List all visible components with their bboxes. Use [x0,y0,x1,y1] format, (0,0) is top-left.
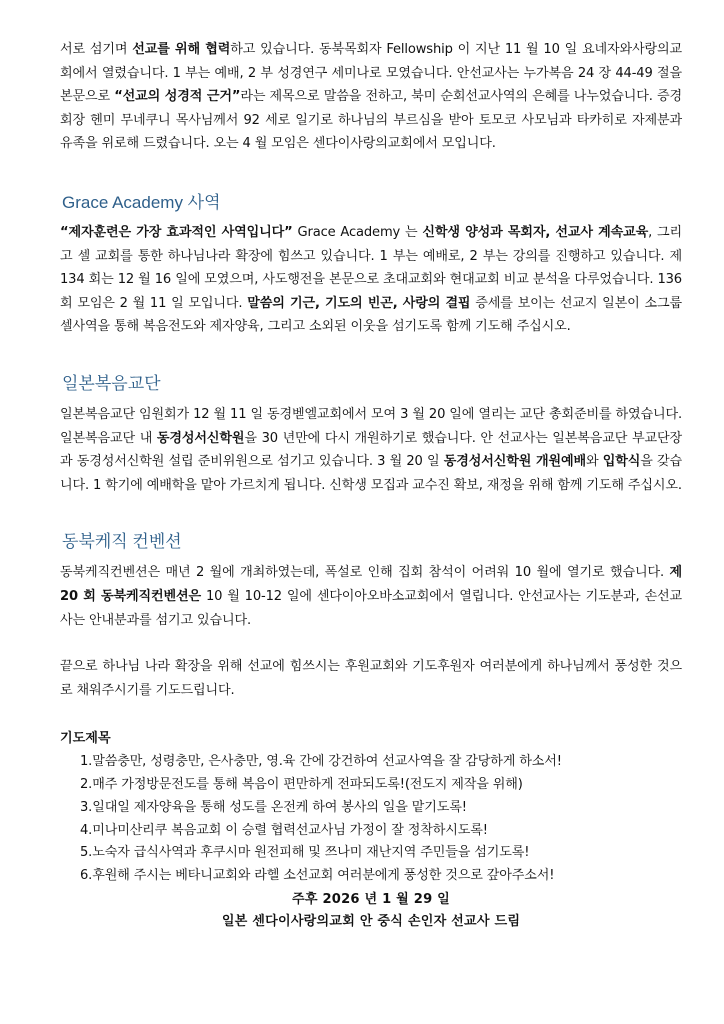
intro-text-2: 하고 있습니다. 동북목회자 Fellowship 이 지난 11 월 10 일 요네자와사랑의교회에서 열렸습니다. 1 부는 예배, 2 부 성경연구 세미나로 모였습니다. 안선교사는 누가복음 24 장 44-49 절을 본문으로 [60,42,682,105]
grace-bold-3: 말씀의 기근, 기도의 빈곤, 사랑의 결핍 [247,295,471,311]
japan-bold-3: 입학식 [602,454,641,470]
intro-paragraph [60,38,682,156]
grace-bold-2: 신학생 양성과 목회자, 선교사 계속교육 [422,224,649,240]
prayer-item: 5.노숙자 급식사역과 후쿠시마 원전피해 및 쯔나미 재난지역 주민들을 섬기도록! [80,845,530,861]
grace-text-2: , 그리고 셀 교회를 통한 하나님나라 확장에 힘쓰고 있습니다. 1 부는 예배로, 2 부는 강의를 진행하고 있습니다. 제 134 회는 12 월 16 일에 모였으며, 사도행전을 본문으로 초대교회와 현대교회 비교 분석을 다루었습니다. 136 회 모임은 2 월 11 일 모입니다. [60,224,682,311]
prayer-requests-title: 기도제목 [60,731,111,747]
grace-academy-paragraph [60,221,682,339]
closing-paragraph: 끝으로 하나님 나라 확장을 위해 선교에 힘쓰시는 후원교회와 기도후원자 여러분에게 하나님께서 풍성한 것으로 채워주시기를 기도드립니다. [60,659,682,698]
japan-text-4: 을 갖습니다. 1 학기에 예배학을 맡아 가르치게 됩니다. 신학생 모집과 교수진 확보, 재정을 위해 함께 기도해 주십시오. [60,454,682,493]
intro-bold-1: 선교를 위해 협력 [132,42,231,57]
keswick-convention-heading: 동북케직 컨벤션 [62,532,182,552]
japan-gospel-church-heading: 일본복음교단 [62,373,161,393]
prayer-item: 3.일대일 제자양육을 통해 성도를 온전케 하여 봉사의 일을 맡기도록! [80,799,467,815]
japan-text-1: 일본복음교단 임원회가 12 월 11 일 동경벧엘교회에서 모여 3 월 20 일에 열리는 교단 총회준비를 하였습니다. 일본복음교단 내 [60,406,682,446]
keswick-convention-paragraph [60,561,682,632]
prayer-requests-list [60,751,682,888]
prayer-item: 2.매주 가정방문전도를 통해 복음이 편만하게 전파되도록!(전도지 제작을 위해) [80,777,523,793]
grace-bold-1: “제자훈련은 가장 효과적인 사역입니다” [60,224,293,240]
japan-text-2: 을 30 년만에 다시 개원하기로 했습니다. 안 선교사는 일본복음교단 부교단장과 동경성서신학원 설립 준비위원으로 섬기고 있습니다. 3 월 20 일 [60,430,682,470]
convention-bold-1: 제 20 회 동북케직컨벤션은 [60,565,682,604]
letter-date: 주후 2026 년 1 월 29 일 [292,892,450,908]
prayer-item: 1.말씀충만, 성령충만, 은사충만, 영.육 간에 강건하여 선교사역을 잘 감당하게 하소서! [80,754,562,770]
convention-text-1: 동북케직컨벤션은 매년 2 월에 개최하였는데, 폭설로 인해 집회 참석이 어려워 10 월에 열기로 했습니다. [60,565,670,581]
prayer-item: 4.미나미산리쿠 복음교회 이 승렬 협력선교사님 가정이 잘 정착하시도록! [80,822,488,838]
japan-text-3: 와 [585,454,603,470]
grace-text-3: 증세를 보이는 선교지 일본이 소그룹 셀사역을 통해 복음전도와 제자양육, 그리고 소외된 이웃을 섬기도록 함께 기도해 주십시오. [60,295,682,335]
intro-text-3: 라는 제목으로 말씀을 전하고, 북미 순회선교사역의 은혜를 나누었습니다. 증경회장 헨미 무네쿠니 목사님께서 92 세로 일기로 하나님의 부르심을 받아 토모코 사모님과 타카히로 자제분과 유족을 위로해 드렸습니다. 오는 4 월 모임은 센다이사랑의교회에서 모입니다. [60,89,683,152]
prayer-item: 6.후원해 주시는 베타니교회와 라헬 소선교회 여러분에게 풍성한 것으로 갚아주소서! [80,868,555,884]
letter-signature: 일본 센다이사랑의교회 안 중식 손인자 선교사 드림 [221,914,521,930]
intro-text-1: 서로 섬기며 [60,42,133,57]
grace-text-1: Grace Academy 는 [292,224,423,240]
japan-gospel-church-paragraph [60,403,682,497]
japan-bold-2: 동경성서신학원 개원예배 [443,454,586,470]
convention-text-2: 10 월 10-12 일에 센다이아오바소교회에서 열립니다. 안선교사는 기도분과, 손선교사는 안내분과를 섬기고 있습니다. [60,588,682,628]
grace-academy-heading: Grace Academy 사역 [62,192,221,212]
intro-bold-2: “선교의 성경적 근거” [114,89,241,105]
japan-bold-1: 동경성서신학원 [156,430,245,446]
